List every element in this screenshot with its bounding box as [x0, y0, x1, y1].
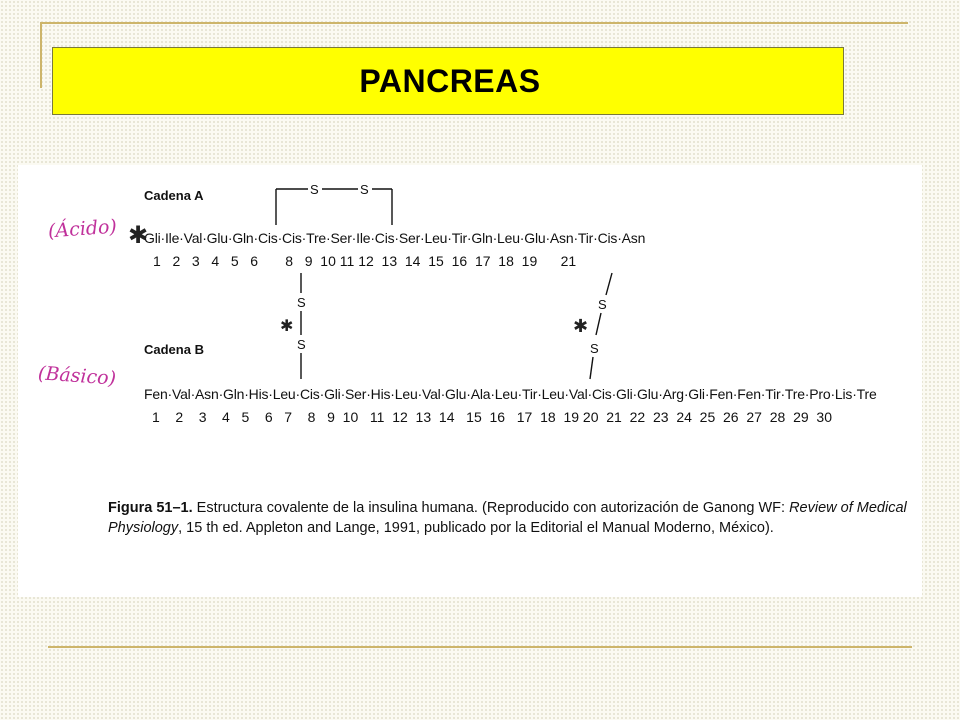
chain-a-numbers: 1 2 3 4 5 6 8 9 10 11 12 13 14 15 16 17 18 19 21	[153, 253, 577, 269]
chain-b-sequence: Fen·Val·Asn·Gln·His·Leu·Cis·Gli·Ser·His·Leu·Val·Glu·Ala·Leu·Tir·Leu·Val·Cis·Gli·Glu·Arg·Gli·Fen·Fen·Tir·Tre·Pro·Lis·Tre	[144, 386, 877, 402]
interchain-bond-a20-b19	[590, 273, 612, 379]
left-rule	[40, 22, 42, 88]
interchain-bond-a7-b7	[297, 273, 306, 379]
insulin-figure	[18, 165, 922, 597]
source-title: Review of Medical Physiology	[108, 500, 907, 536]
sulfur-atom: S	[310, 182, 319, 197]
caption-text-2: , 15 th ed. Appleton and Lange, 1991, publicado por la Editorial el Manual Moderno, México).	[178, 520, 774, 536]
sulfur-atom: S	[360, 182, 369, 197]
sulfur-atom: S	[598, 297, 607, 312]
chain-a-sequence: Gli·Ile·Val·Glu·Gln·Cis·Cis·Tre·Ser·Ile·Cis·Ser·Leu·Tir·Gln·Leu·Glu·Asn·Tir·Cis·Asn	[144, 230, 646, 246]
title-banner	[52, 47, 844, 115]
figure-number: Figura 51–1.	[108, 500, 193, 516]
chain-b-numbers: 1 2 3 4 5 6 7 8 9 10 11 12 13 14 15 16 17 18 19 20 21 22 23 24 25 26 27 28 29 30	[152, 409, 832, 425]
caption-text-1: Estructura covalente de la insulina humana. (Reproducido con autorización de Ganong WF:	[192, 500, 790, 516]
top-rule	[40, 22, 908, 24]
intrachain-bond-a6-a11	[276, 182, 392, 225]
sulfur-atom: S	[590, 341, 599, 356]
chain-b-label: Cadena B	[144, 342, 204, 357]
asterisk-mark: ✱	[573, 316, 589, 337]
sulfur-atom: S	[297, 295, 306, 310]
sulfur-atom: S	[297, 337, 306, 352]
asterisk-mark: ✱	[280, 316, 294, 335]
handwritten-acid-note: (Ácido)	[47, 215, 118, 243]
slide-title: PANCREAS	[359, 62, 541, 99]
asterisk-mark: ✱	[128, 221, 149, 249]
figure-caption	[108, 498, 908, 538]
disulfide-bonds	[18, 165, 922, 465]
handwritten-basic-note: (Básico)	[37, 362, 117, 390]
bottom-rule	[48, 646, 912, 648]
chain-a-label: Cadena A	[144, 188, 204, 203]
